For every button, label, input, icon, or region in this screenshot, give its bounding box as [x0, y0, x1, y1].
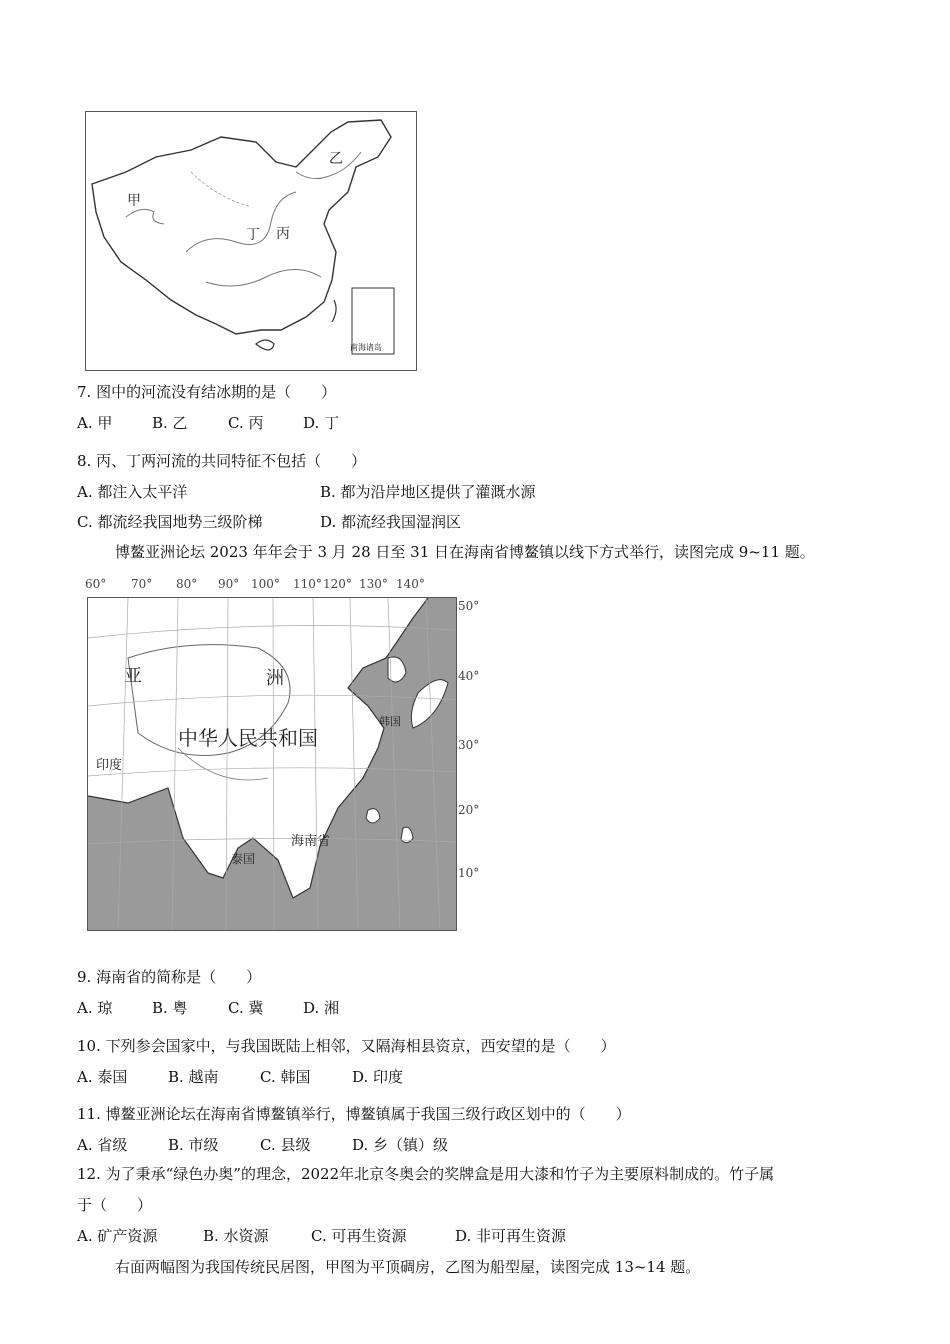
- asia-map-drawing: [88, 598, 456, 930]
- q10-stem: 10. 下列参会国家中，与我国既陆上相邻，又隔海相县资京，西安望的是（ ）: [77, 1037, 616, 1055]
- lat-tick-50: 50°: [458, 599, 480, 613]
- q11-option-c[interactable]: C. 县级: [260, 1136, 311, 1154]
- intro-13-14: 右面两幅图为我国传统民居图，甲图为平顶碉房，乙图为船型屋，读图完成 13~14 题。: [115, 1258, 701, 1276]
- asia-map: [87, 597, 457, 931]
- lat-tick-40: 40°: [458, 669, 480, 683]
- map2-label-hainan: 海南省: [291, 834, 331, 849]
- q10-option-a[interactable]: A. 泰国: [77, 1068, 128, 1086]
- lat-tick-10: 10°: [458, 866, 480, 880]
- q7-option-a[interactable]: A. 甲: [77, 414, 113, 432]
- map1-label-bing: 丙: [276, 226, 290, 242]
- q12-stem-line1: 12. 为了秉承“绿色办奥”的理念，2022年北京冬奥会的奖牌盒是用大漆和竹子为主要原料制成的。竹子属: [77, 1165, 775, 1183]
- map2-label-korea: 韩国: [379, 715, 401, 728]
- lon-tick-70: 70°: [131, 577, 153, 591]
- q8-option-d[interactable]: D. 都流经我国湿润区: [320, 513, 462, 531]
- map2-label-thailand: 泰国: [231, 852, 256, 866]
- intro-9-11: 博鳌亚洲论坛 2023 年年会于 3 月 28 日至 31 日在海南省博鳌镇以线下方式举行，读图完成 9~11 题。: [115, 543, 815, 561]
- lat-tick-30: 30°: [458, 738, 480, 752]
- lon-tick-90: 90°: [218, 577, 240, 591]
- lon-tick-130: 130°: [359, 577, 388, 591]
- q11-stem: 11. 博鳌亚洲论坛在海南省博鳌镇举行，博鳌镇属于我国三级行政区划中的（ ）: [77, 1105, 631, 1123]
- q9-stem: 9. 海南省的简称是（ ）: [77, 968, 262, 986]
- map2-label-zhou: 洲: [266, 668, 284, 689]
- lon-tick-100: 100°: [251, 577, 280, 591]
- q9-option-a[interactable]: A. 琼: [77, 999, 113, 1017]
- q10-option-b[interactable]: B. 越南: [168, 1068, 219, 1086]
- q11-option-b[interactable]: B. 市级: [168, 1136, 219, 1154]
- q10-option-d[interactable]: D. 印度: [352, 1068, 404, 1086]
- q12-option-b[interactable]: B. 水资源: [203, 1227, 269, 1245]
- lon-tick-140: 140°: [396, 577, 425, 591]
- q12-option-d[interactable]: D. 非可再生资源: [455, 1227, 567, 1245]
- q9-option-c[interactable]: C. 冀: [228, 999, 264, 1017]
- q7-option-d[interactable]: D. 丁: [303, 414, 340, 432]
- map2-label-china: 中华人民共和国: [178, 726, 318, 750]
- map1-label-ding: 丁: [246, 227, 260, 243]
- q7-option-c[interactable]: C. 丙: [228, 414, 264, 432]
- q11-option-d[interactable]: D. 乡（镇）级: [352, 1136, 449, 1154]
- lon-tick-60: 60°: [85, 577, 107, 591]
- q8-option-a[interactable]: A. 都注入太平洋: [77, 483, 188, 501]
- q12-option-a[interactable]: A. 矿产资源: [77, 1227, 158, 1245]
- map2-label-ya: 亚: [124, 666, 142, 687]
- q9-option-d[interactable]: D. 湘: [303, 999, 340, 1017]
- q8-option-b[interactable]: B. 都为沿岸地区提供了灌溉水源: [320, 483, 536, 501]
- q8-stem: 8. 丙、丁两河流的共同特征不包括（ ）: [77, 452, 367, 470]
- map2-label-india: 印度: [96, 758, 123, 773]
- q9-option-b[interactable]: B. 粤: [152, 999, 188, 1017]
- q8-option-c[interactable]: C. 都流经我国地势三级阶梯: [77, 513, 263, 531]
- lon-tick-110: 110°: [293, 577, 322, 591]
- q7-stem: 7. 图中的河流没有结冰期的是（ ）: [77, 383, 337, 401]
- map1-label-yi: 乙: [329, 151, 343, 167]
- q12-stem-line2: 于（ ）: [77, 1196, 153, 1214]
- lon-tick-120: 120°: [323, 577, 352, 591]
- q7-option-b[interactable]: B. 乙: [152, 414, 188, 432]
- lon-tick-80: 80°: [176, 577, 198, 591]
- lat-tick-20: 20°: [458, 803, 480, 817]
- map1-label-jia: 甲: [127, 193, 141, 209]
- q12-option-c[interactable]: C. 可再生资源: [311, 1227, 407, 1245]
- q10-option-c[interactable]: C. 韩国: [260, 1068, 311, 1086]
- map1-inset-label: 南海诸岛: [350, 343, 382, 352]
- china-rivers-map: [85, 111, 417, 371]
- q11-option-a[interactable]: A. 省级: [77, 1136, 128, 1154]
